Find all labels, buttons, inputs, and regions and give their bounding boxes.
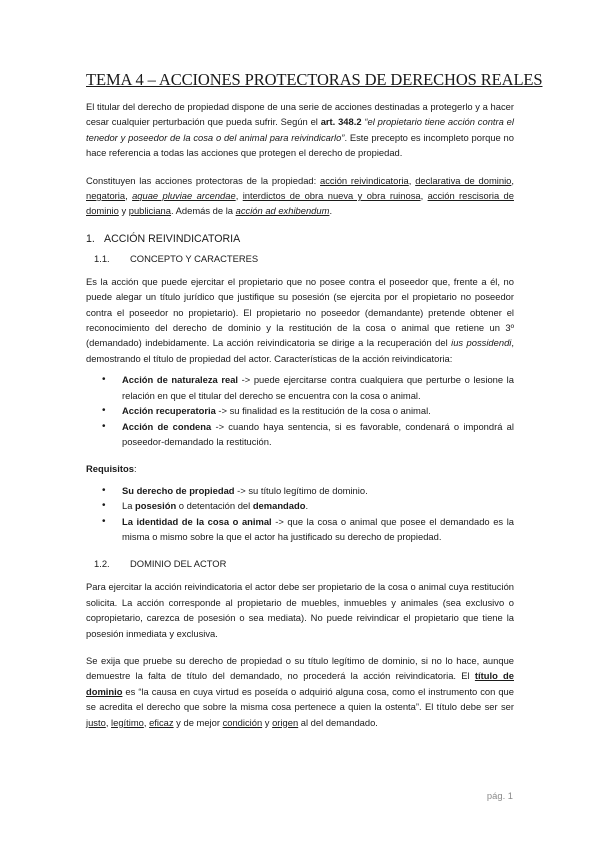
sep: ,	[511, 174, 514, 186]
requirements-heading: Requisitos	[86, 463, 134, 475]
term-origen: origen	[272, 716, 299, 728]
sep: :	[133, 463, 137, 475]
subsection-number: 1.2.	[94, 558, 110, 570]
list-item	[122, 483, 514, 498]
subsection-number: 1.1.	[94, 252, 110, 264]
list-item	[122, 403, 514, 418]
text: , demostrando el título de propiedad del actor. Características de la acción reivindicatoria:	[86, 337, 514, 364]
text: al del demandado.	[298, 716, 378, 728]
item-term: posesión	[135, 500, 177, 512]
list-item	[122, 514, 514, 545]
item-text: -> que la cosa o animal que posee el demandado es la misma o mismo sobre la que el actor ha justificado su derecho de propiedad.	[122, 515, 514, 542]
text: Constituyen las acciones protectoras de la propiedad:	[86, 174, 321, 186]
term-negatoria: negatoria	[86, 190, 126, 202]
item-term: Acción de naturaleza real	[122, 374, 239, 386]
section-number: 1.	[86, 232, 95, 245]
item-term: Acción de condena	[122, 420, 212, 432]
item-term: demandado	[252, 500, 306, 512]
item-term: Acción recuperatoria	[122, 405, 216, 417]
term-reivindicatoria: acción reivindicatoria	[320, 174, 409, 186]
text: y de mejor	[173, 716, 223, 728]
sep: ,	[235, 190, 243, 202]
sep: y	[118, 205, 129, 217]
term-rescisoria: acción rescisoria de dominio	[86, 190, 514, 217]
dominio-paragraph-1: Para ejercitar la acción reivindicatoria el actor debe ser propietario de la cosa o animal cuya restitución solicita. La acción corresponde al propietario de muebles, inmuebles y animales (sea exclusivo o copropietario, carezca de posesión o sea mediata). No puede reivindicar el propietario que tiene la posesión inmediata y exclusiva.	[86, 581, 514, 639]
page-title: TEMA 4 – ACCIONES PROTECTORAS DE DERECHOS REALES	[86, 70, 543, 89]
text: . Además de la	[170, 205, 236, 217]
item-text: -> su finalidad es la restitución de la cosa o animal.	[215, 405, 431, 417]
term-declarativa: declarativa de dominio	[415, 174, 512, 186]
sep: ,	[125, 190, 133, 202]
sep: ,	[420, 190, 428, 202]
subsection-title: DOMINIO DEL ACTOR	[130, 558, 227, 570]
item-text: -> su título legítimo de dominio.	[234, 484, 368, 496]
item-text: .	[305, 500, 309, 512]
latin-term: ius possidendi	[451, 337, 512, 349]
text: . Este precepto es incompleto porque no hace referencia a todas las acciones que protegen el derecho de propiedad.	[86, 131, 514, 159]
term-publiciana: publiciana	[128, 205, 171, 217]
list-item	[122, 419, 514, 450]
requirements-list	[86, 483, 514, 545]
sep: ,	[408, 174, 416, 186]
list-item	[122, 372, 514, 403]
characteristics-list	[86, 372, 514, 449]
term-titulo-dominio: título de dominio	[86, 670, 514, 697]
item-text: -> cuando haya sentencia, si es favorable, condenará o impondrá al poseedor-demandado la restitución.	[122, 420, 514, 447]
term-justo: justo	[86, 716, 106, 728]
subsection-title: CONCEPTO Y CARACTERES	[130, 252, 259, 264]
section-heading-1	[86, 233, 514, 245]
subsection-heading-1-1	[94, 253, 514, 264]
intro-paragraph-2	[86, 173, 514, 219]
concept-paragraph	[86, 274, 514, 366]
item-text: La	[122, 500, 136, 512]
text: Se exija que pruebe su derecho de propiedad o su título legítimo de dominio, si no lo hace, aunque demuestre la falta de título del demandado, no procederá la acción reivindicatoria. El	[86, 654, 514, 682]
term-condicion: condición	[222, 716, 263, 728]
item-text: -> puede ejercitarse contra cualquiera que perturbe o lesione la relación en que el titular del derecho se encuentra con la cosa o animal.	[122, 374, 514, 401]
sep: .	[329, 205, 333, 217]
requirements-label	[86, 461, 514, 476]
term-interdictos: interdictos de obra nueva y obra ruinosa	[242, 190, 421, 202]
page-number: pág. 1	[486, 790, 513, 801]
term-legitimo: legítimo	[111, 716, 144, 728]
intro-paragraph-1	[86, 99, 514, 161]
term-eficaz: eficaz	[149, 716, 174, 728]
text: Es la acción que puede ejercitar el propietario que no posee contra el poseedor que, frente a él, no puede alegar un título jurídico que justifique su posesión (se ejercita por el propietario no poseedor contra el poseedor no propietario). El propietario no poseedor (demandante) pretende obtener el reconocimiento del derecho de dominio y la restitución de la cosa o animal que retiene un 3º (demandado) indebidamente. La acción reivindicatoria se dirige a la recuperación del	[86, 275, 514, 349]
item-term: La identidad de la cosa o animal	[122, 515, 272, 527]
section-title: ACCIÓN REIVINDICATORIA	[104, 232, 241, 245]
item-term: Su derecho de propiedad	[122, 484, 235, 496]
sep: y	[262, 716, 273, 728]
document-body	[86, 70, 543, 730]
sep: ,	[105, 716, 112, 728]
list-item	[122, 498, 514, 513]
dominio-paragraph-2	[86, 653, 514, 730]
article-quote: “el propietario tiene acción contra el tenedor y poseedor de la cosa o del animal para reivindicarlo”	[86, 116, 514, 143]
term-ad-exhibendum: acción ad exhibendum	[235, 205, 330, 217]
subsection-heading-1-2	[94, 558, 514, 569]
term-aquae: aquae pluviae arcendae	[132, 190, 236, 202]
text: El titular del derecho de propiedad dispone de una serie de acciones destinadas a protegerlo y a hacer cesar cualquier perturbación que pueda sufrir. Según el	[86, 101, 514, 128]
article-reference: art. 348.2	[320, 116, 362, 128]
text: es “la causa en cuya virtud es poseída o adquirió alguna cosa, como el instrumento con que se acredita el derecho que sobre la misma cosa pertenece a quien la ostenta”. El título debe ser ser	[86, 685, 514, 713]
item-text: o detentación del	[176, 500, 253, 512]
sep: ,	[143, 716, 150, 728]
